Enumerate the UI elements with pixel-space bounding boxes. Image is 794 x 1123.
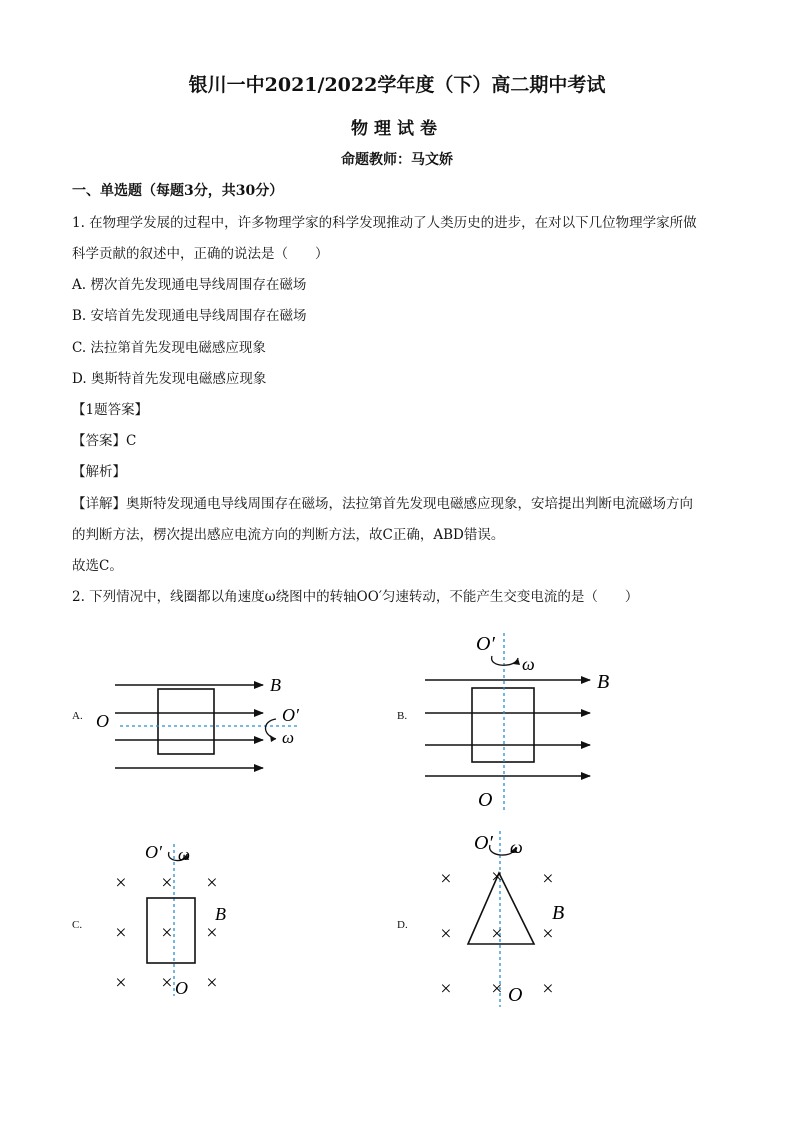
exam-subtitle: 物理试卷 xyxy=(351,119,443,139)
cross: × xyxy=(160,872,174,894)
cross: × xyxy=(541,868,555,890)
figure-c xyxy=(105,838,245,998)
cross: × xyxy=(114,872,128,894)
label-b: B xyxy=(215,904,226,924)
label-o-prime: O′ xyxy=(282,705,299,725)
label-b: B xyxy=(597,671,610,693)
q1-stem-line2: 科学贡献的叙述中，正确的说法是（ ） xyxy=(72,246,329,262)
label-o: O xyxy=(508,984,523,1006)
coil xyxy=(472,688,534,762)
label-omega: ω xyxy=(178,845,191,864)
q1-answer xyxy=(72,432,732,450)
rotation-arrowhead xyxy=(270,735,276,742)
q1-answer-tag: 【1题答案】 xyxy=(72,402,149,418)
q1-option-c: C. 法拉第首先发现电磁感应现象 xyxy=(72,340,266,356)
cross: × xyxy=(205,922,219,944)
cross: × xyxy=(114,972,128,994)
label-o: O xyxy=(96,711,109,731)
label-o: O xyxy=(175,978,188,998)
exam-author: 命题教师：马文娇 xyxy=(341,152,453,168)
cross: × xyxy=(160,922,174,944)
cross: × xyxy=(439,978,453,1000)
q1-option-d: D. 奥斯特首先发现电磁感应现象 xyxy=(72,371,267,387)
cross: × xyxy=(541,923,555,945)
label-o-prime: O′ xyxy=(145,842,162,862)
cross: × xyxy=(205,972,219,994)
q2-option-label-d: D. xyxy=(397,919,408,931)
q2-stem: 2. 下列情况中，线圈都以角速度ω绕图中的转轴OO′匀速转动，不能产生交变电流的是（ ） xyxy=(72,589,639,605)
cross: × xyxy=(439,923,453,945)
q1-detail-line2: 的判断方法，楞次提出感应电流方向的判断方法，故C正确，ABD错误。 xyxy=(72,527,505,543)
label-omega: ω xyxy=(522,654,535,674)
cross: × xyxy=(439,868,453,890)
rotation-arrowhead xyxy=(513,658,520,665)
coil xyxy=(158,689,214,754)
label-b: B xyxy=(552,902,565,924)
q2-option-label-a: A. xyxy=(72,710,83,722)
answer-value: C xyxy=(126,433,137,449)
section-heading: 一、单选题（每题3分，共30分） xyxy=(72,183,284,199)
label-o: O xyxy=(478,789,493,811)
q2-option-label-c: C. xyxy=(72,919,83,931)
q2-option-label-b: B. xyxy=(397,710,408,722)
label-omega: ω xyxy=(510,837,523,857)
label-b: B xyxy=(270,675,281,695)
detail-label: 【详解】 xyxy=(72,496,126,512)
q1-conclusion: 故选C。 xyxy=(72,558,123,574)
cross: × xyxy=(490,978,504,1000)
figure-b xyxy=(420,628,630,813)
label-o-prime: O′ xyxy=(476,633,495,655)
cross: × xyxy=(541,978,555,1000)
exam-title: 银川一中2021/2022学年度（下）高二期中考试 xyxy=(188,74,606,96)
q1-option-a: A. 楞次首先发现通电导线周围存在磁场 xyxy=(72,277,307,293)
cross: × xyxy=(114,922,128,944)
cross: × xyxy=(490,923,504,945)
q1-detail-line1 xyxy=(72,495,732,513)
answer-label: 【答案】 xyxy=(72,433,126,449)
label-o-prime: O′ xyxy=(474,832,493,854)
figure-d xyxy=(430,825,580,1010)
cross: × xyxy=(490,866,504,888)
q1-analysis-tag: 【解析】 xyxy=(72,464,126,480)
cross: × xyxy=(205,872,219,894)
detail-text: 奥斯特发现通电导线周围存在磁场，法拉第首先发现电磁感应现象，安培提出判断电流磁场方向 xyxy=(126,496,693,512)
q1-stem-line1: 1. 在物理学发展的过程中，许多物理学家的科学发现推动了人类历史的进步，在对以下几位物理学家所做 xyxy=(72,215,697,231)
q1-option-b: B. 安培首先发现通电导线周围存在磁场 xyxy=(72,308,307,324)
cross: × xyxy=(160,972,174,994)
figure-a xyxy=(90,665,320,785)
label-omega: ω xyxy=(282,728,295,747)
